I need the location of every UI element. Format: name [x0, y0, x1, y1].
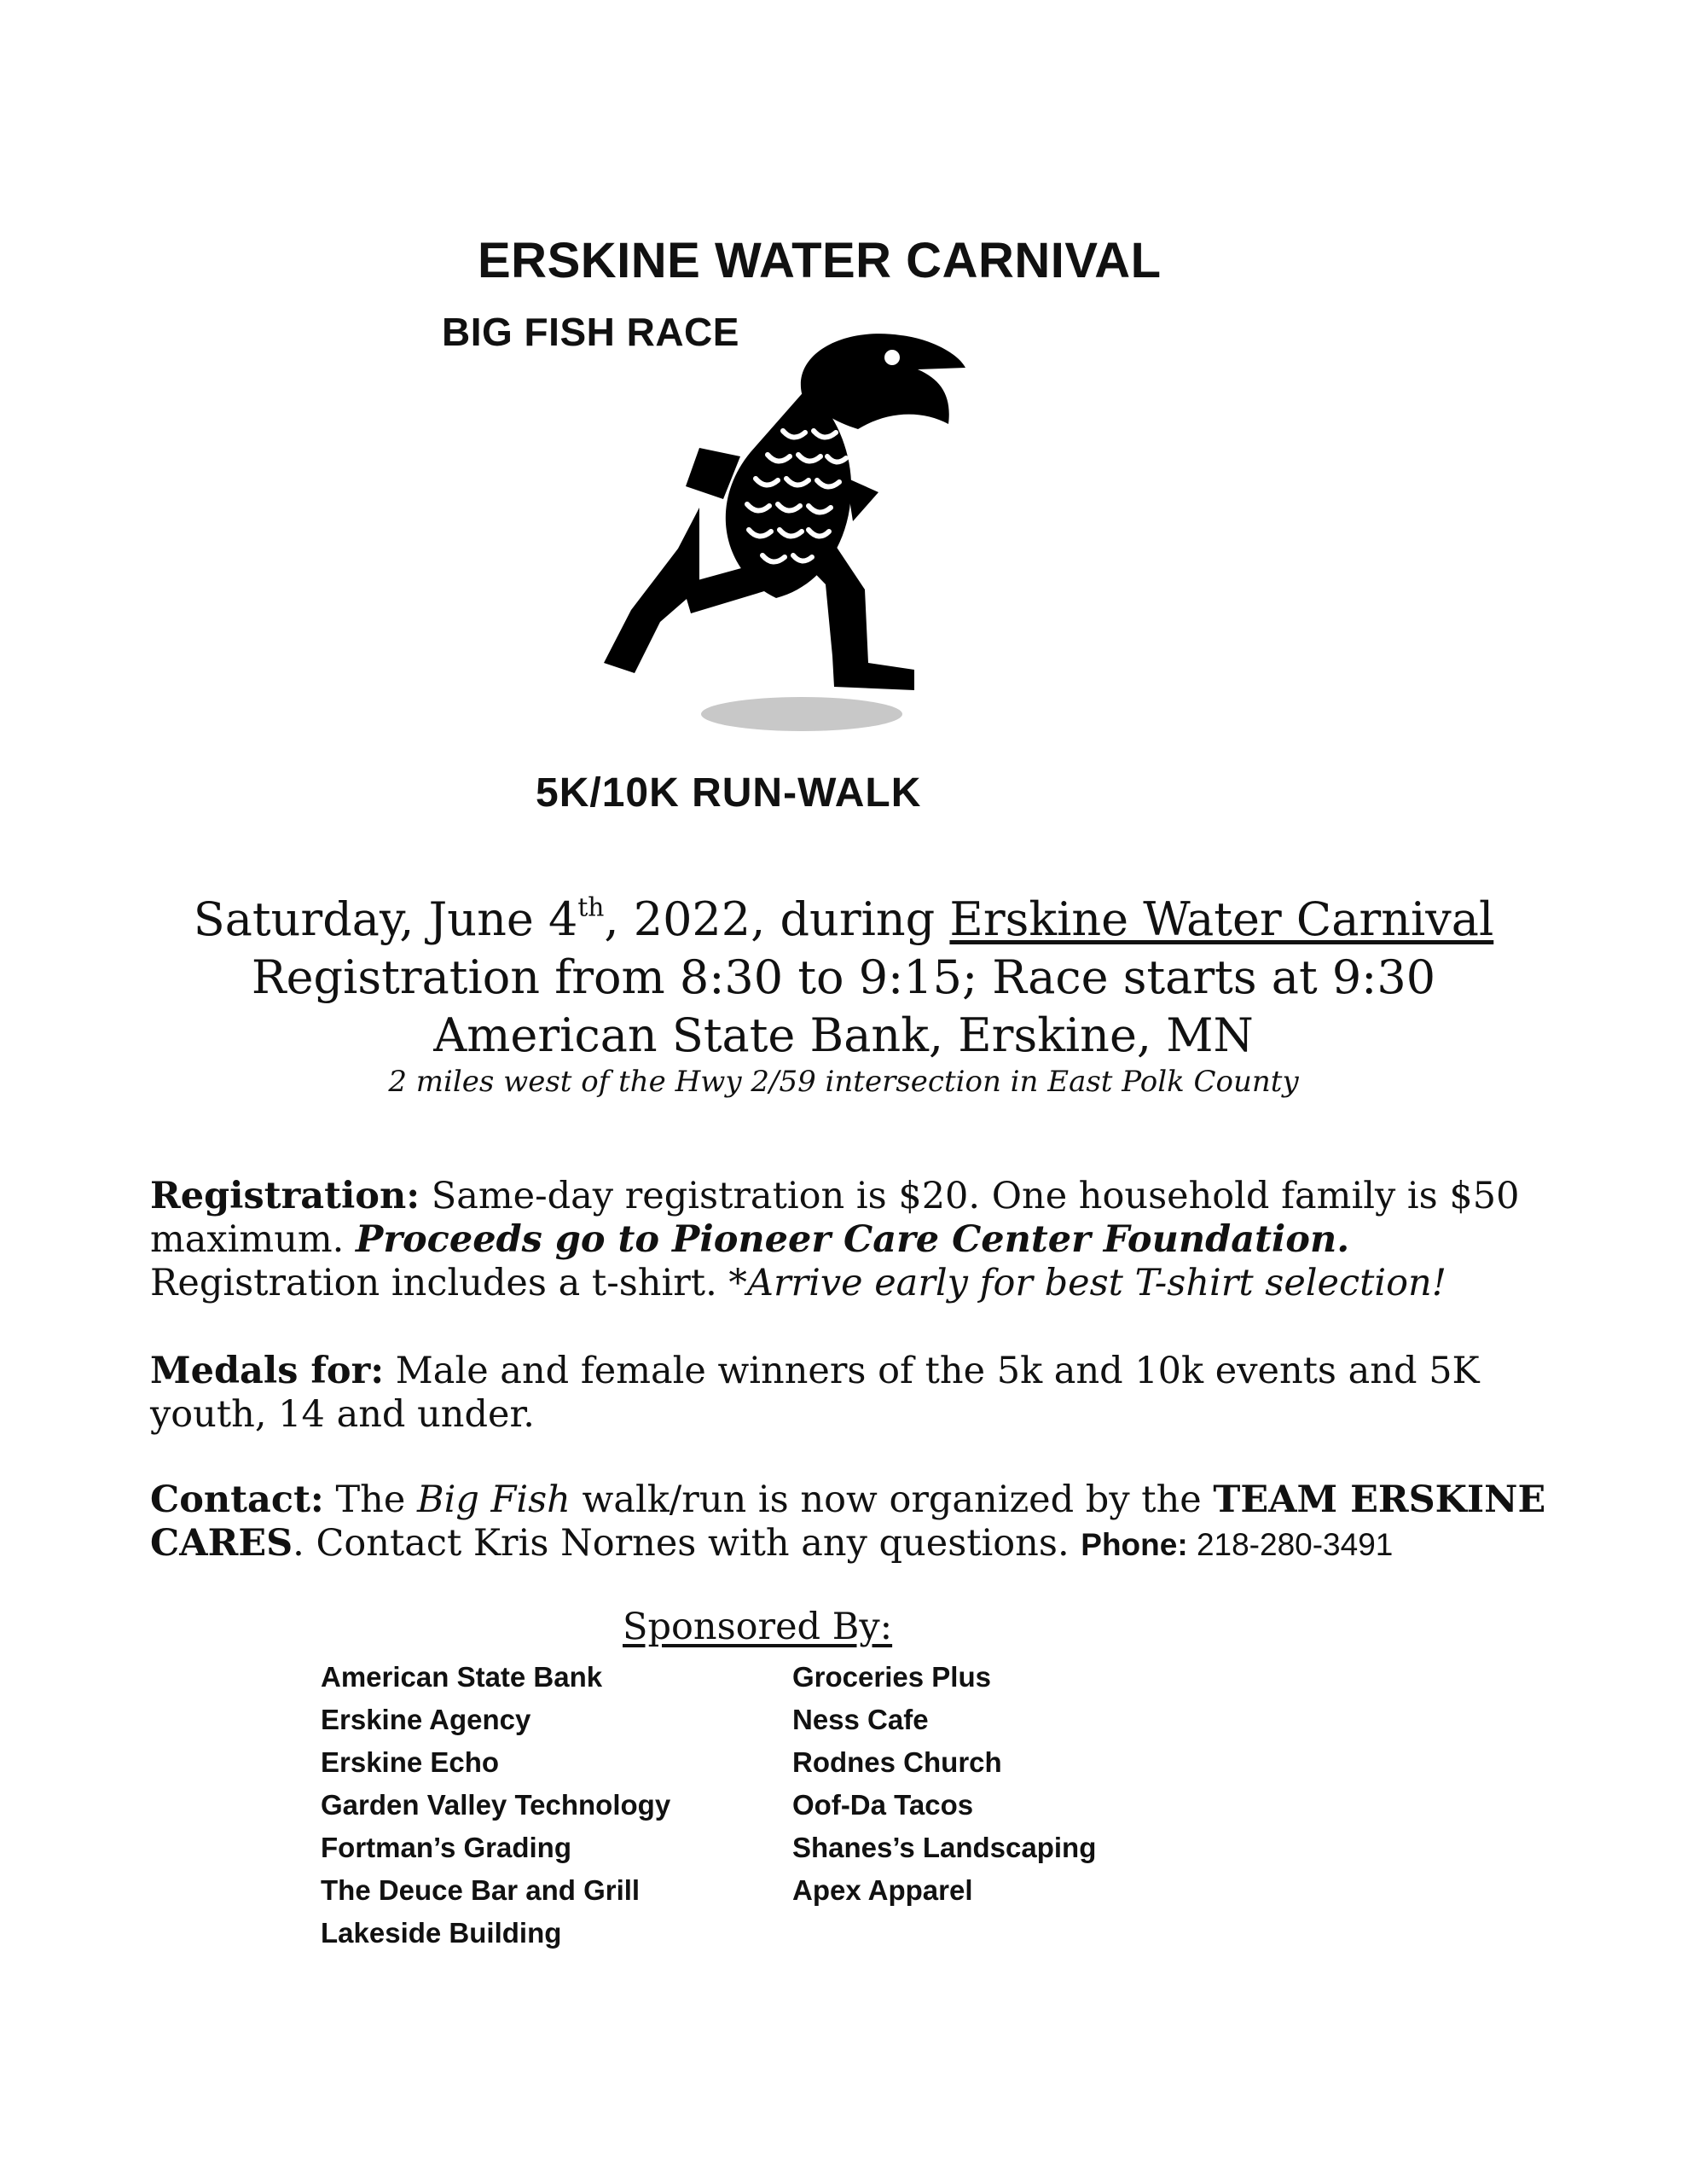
event-registration-time: Registration from 8:30 to 9:15; Race starts at 9:30: [251, 950, 1436, 1004]
contact-text-2: walk/run is now organized by the: [570, 1478, 1214, 1521]
sponsor-item: Erskine Echo: [321, 1746, 500, 1778]
sponsor-item: Ness Cafe: [792, 1704, 929, 1735]
contact-paragraph: [150, 1478, 1549, 1566]
event-directions: 2 miles west of the Hwy 2/59 intersection in East Polk County: [388, 1065, 1299, 1099]
flyer-title: ERSKINE WATER CARNIVAL: [478, 233, 1162, 288]
event-date-line: [0, 892, 1687, 946]
sponsor-item: Garden Valley Technology: [321, 1789, 671, 1821]
medals-label: Medals for:: [150, 1350, 385, 1392]
registration-text: Same-day registration is $20. One household family is $50 maximum.: [150, 1175, 1520, 1261]
event-location: American State Bank, Erskine, MN: [433, 1008, 1254, 1062]
event-name: Big Fish: [416, 1478, 571, 1521]
sponsor-item: Shanes’s Landscaping: [792, 1832, 1097, 1863]
fish-eye: [884, 350, 900, 365]
fish-fin-right: [846, 478, 878, 521]
sponsor-item: Lakeside Building: [321, 1917, 562, 1949]
sponsors-heading: Sponsored By:: [623, 1606, 893, 1648]
sponsor-item: Oof-Da Tacos: [792, 1789, 974, 1821]
sponsor-item: Fortman’s Grading: [321, 1832, 571, 1863]
sponsor-item: Apex Apparel: [792, 1874, 973, 1906]
medals-paragraph: [150, 1350, 1549, 1437]
phone-label: Phone:: [1081, 1527, 1188, 1562]
running-fish-icon: [597, 328, 1092, 755]
registration-text-2: Registration includes a t-shirt.: [150, 1262, 729, 1304]
proceeds-note: Proceeds go to Pioneer Care Center Foundation.: [356, 1218, 1350, 1261]
phone-number: 218-280-3491: [1187, 1527, 1394, 1562]
date-ordinal: th: [577, 892, 605, 923]
registration-label: Registration:: [150, 1175, 420, 1217]
tshirt-note: *Arrive early for best T-shirt selection!: [728, 1262, 1446, 1304]
shadow-shape: [701, 697, 902, 731]
contact-label: Contact:: [150, 1478, 324, 1521]
event-date: Saturday, June 4: [193, 892, 578, 946]
sponsor-item: Groceries Plus: [792, 1661, 991, 1693]
flyer-tagline: 5K/10K RUN-WALK: [536, 770, 922, 816]
sponsor-item: American State Bank: [321, 1661, 603, 1693]
sponsor-item: The Deuce Bar and Grill: [321, 1874, 641, 1906]
carnival-name: Erskine Water Carnival: [949, 892, 1494, 946]
contact-text-3: . Contact Kris Nornes with any questions.: [293, 1522, 1081, 1565]
medals-text: Male and female winners of the 5k and 10k events and 5K youth, 14 and under.: [150, 1350, 1480, 1436]
sponsor-item: Rodnes Church: [792, 1746, 1002, 1778]
team-name: TEAM ERSKINE CARES: [150, 1478, 1546, 1565]
sponsors-list-right: [792, 1656, 1236, 1912]
sponsors-list-left: [321, 1656, 764, 1955]
contact-text: The: [323, 1478, 417, 1521]
event-date-rest: , 2022, during: [604, 892, 950, 946]
flyer-subtitle: BIG FISH RACE: [442, 310, 739, 354]
registration-paragraph: [150, 1175, 1549, 1305]
sponsor-item: Erskine Agency: [321, 1704, 531, 1735]
